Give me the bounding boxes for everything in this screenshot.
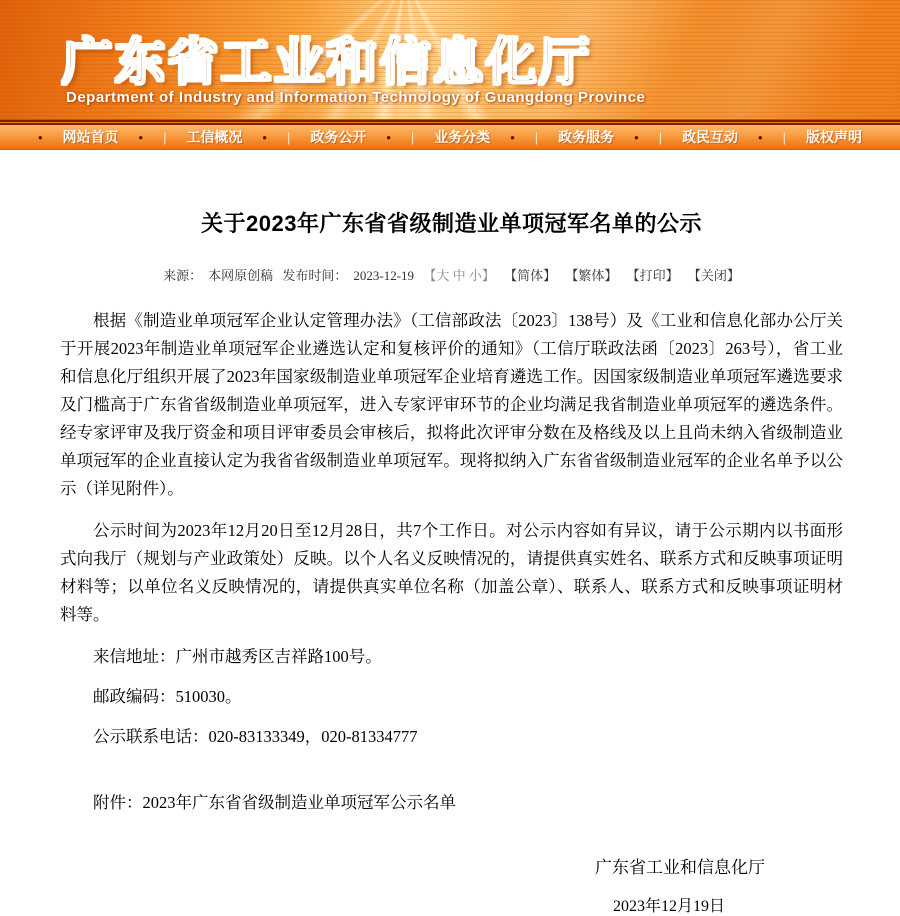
- nav-bullet-icon: •: [262, 129, 267, 145]
- signature-date: 2023年12月19日: [612, 898, 725, 915]
- nav-bullet-icon: •: [138, 129, 144, 145]
- simplified-chinese-button[interactable]: 【简体】: [504, 268, 557, 283]
- paragraph-mailing-address: 来信地址：广州市越秀区吉祥路100号。: [93, 647, 382, 666]
- traditional-chinese-button[interactable]: 【繁体】: [565, 268, 618, 283]
- print-button[interactable]: 【打印】: [626, 268, 679, 283]
- article-title: 关于2023年广东省省级制造业单项冠军名单的公示: [201, 211, 702, 236]
- site-title: 广东省工业和信息化厅: [62, 34, 592, 90]
- article-meta: [60, 265, 843, 284]
- font-size-control[interactable]: 【大 中 小】: [423, 268, 495, 283]
- nav-item-business[interactable]: 业务分类: [434, 129, 491, 145]
- meta-source-value: 本网原创稿: [208, 268, 274, 283]
- nav-item-overview[interactable]: 工信概况: [186, 129, 243, 145]
- nav-item-gov-affairs[interactable]: 政务公开: [310, 129, 367, 145]
- nav-bullet-icon: •: [758, 129, 763, 145]
- close-button[interactable]: 【关闭】: [687, 268, 740, 283]
- site-subtitle-en: Department of Industry and Information Technology of Guangdong Province: [66, 89, 646, 106]
- main-nav: [0, 125, 900, 150]
- nav-bullet-icon: •: [37, 129, 43, 145]
- nav-item-copyright[interactable]: 版权声明: [805, 129, 862, 145]
- nav-separator: |: [163, 129, 167, 145]
- paragraph-contact-phone: 公示联系电话：020-83133349，020-81334777: [93, 727, 418, 746]
- nav-separator: |: [782, 129, 786, 145]
- nav-item-home[interactable]: 网站首页: [62, 129, 119, 145]
- meta-source-label: 来源：: [163, 268, 203, 283]
- paragraph-attachment: 附件：2023年广东省省级制造业单项冠军公示名单: [93, 793, 456, 812]
- nav-item-services[interactable]: 政务服务: [558, 129, 615, 145]
- signature-org: 广东省工业和信息化厅: [595, 858, 765, 877]
- nav-bullet-icon: •: [634, 129, 639, 145]
- paragraph-postal-code: 邮政编码：510030。: [93, 687, 242, 706]
- nav-item-interaction[interactable]: 政民互动: [682, 129, 739, 145]
- paragraph-basis: 根据《制造业单项冠军企业认定管理办法》（工信部政法〔2023〕138号）及《工业和信息化部办公厅关于开展2023年制造业单项冠军企业遴选认定和复核评价的通知》（工信厅联政法函〔2023〕263号），省工业和信息化厅组织开展了2023年国家级制造业单项冠军企业培育遴选工作。因国家级制造业单项冠军遴选要求及门槛高于广东省省级制造业单项冠军，进入专家评审环节的企业均满足我省制造业单项冠军的遴选条件。经专家评审及我厅资金和项目评审委员会审核后，拟将此次评审分数在及格线及以上且尚未纳入省级制造业单项冠军的企业直接认定为我省省级制造业单项冠军。现将拟纳入广东省省级制造业冠军的企业名单予以公示（详见附件）。: [60, 311, 843, 498]
- nav-bullet-icon: •: [386, 129, 391, 145]
- nav-bullet-icon: •: [510, 129, 515, 145]
- meta-time-value: 2023-12-19: [353, 268, 415, 283]
- site-banner: [0, 0, 900, 119]
- nav-separator: |: [286, 129, 291, 145]
- nav-separator: |: [658, 129, 663, 145]
- meta-time-label: 发布时间：: [282, 268, 348, 283]
- nav-separator: |: [410, 129, 415, 145]
- paragraph-publicity-period: 公示时间为2023年12月20日至12月28日，共7个工作日。对公示内容如有异议，请于公示期内以书面形式向我厅（规划与产业政策处）反映。以个人名义反映情况的，请提供真实姓名、联系方式和反映事项证明材料等；以单位名义反映情况的，请提供真实单位名称（加盖公章）、联系人、联系方式和反映事项证明材料等。: [60, 521, 843, 624]
- nav-separator: |: [534, 129, 539, 145]
- article: [0, 150, 900, 916]
